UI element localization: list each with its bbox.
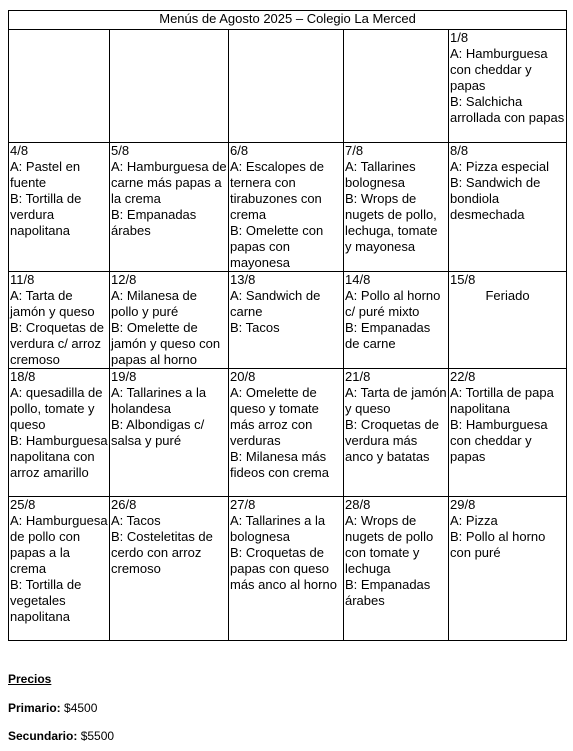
menu-option: A: Tallarines bolognesa xyxy=(345,159,416,190)
menu-option: A: Hamburguesa con cheddar y papas xyxy=(450,46,548,93)
title-row xyxy=(9,11,567,30)
day-cell xyxy=(344,30,449,143)
day-cell xyxy=(9,497,110,641)
menu-option: B: Albondigas c/ salsa y puré xyxy=(111,417,205,448)
day-cell xyxy=(229,30,344,143)
day-date: 29/8 xyxy=(450,497,476,512)
day-date: 22/8 xyxy=(450,369,476,384)
day-cell xyxy=(229,272,344,369)
day-cell xyxy=(229,369,344,497)
menu-option: Feriado xyxy=(485,288,530,303)
menu-option: A: Hamburguesa de carne más papas a la crema xyxy=(111,159,227,206)
day-date: 15/8 xyxy=(450,272,476,287)
menu-option: B: Tortilla de vegetales napolitana xyxy=(10,577,82,624)
day-cell xyxy=(449,369,567,497)
menu-option: A: Tacos xyxy=(111,513,161,528)
day-cell xyxy=(110,143,229,272)
menu-title: Menús de Agosto 2025 – Colegio La Merced xyxy=(9,11,567,30)
menu-option: A: Milanesa de pollo y puré xyxy=(111,288,197,319)
prices-heading xyxy=(8,672,51,686)
menu-option: A: Pizza especial xyxy=(450,159,549,174)
day-cell xyxy=(9,143,110,272)
week-row xyxy=(9,497,567,641)
day-cell xyxy=(229,143,344,272)
day-date: 8/8 xyxy=(450,143,469,158)
menu-option: B: Wrops de nugets de pollo, lechuga, tomate y mayonesa xyxy=(345,191,438,254)
day-date: 19/8 xyxy=(111,369,137,384)
price-primary-value: $4500 xyxy=(64,701,98,715)
menu-option: A: Pastel en fuente xyxy=(10,159,81,190)
menu-option: B: Croquetas de papas con queso más anco al horno xyxy=(230,545,337,592)
menu-option: B: Pollo al horno con puré xyxy=(450,529,546,560)
week-row xyxy=(9,369,567,497)
menu-option: A: Tallarines a la holandesa xyxy=(111,385,207,416)
menu-option: A: Wrops de nugets de pollo con tomate y lechuga xyxy=(345,513,434,576)
day-cell xyxy=(344,497,449,641)
menu-option: A: Tortilla de papa napolitana xyxy=(450,385,554,416)
day-date: 13/8 xyxy=(230,272,256,287)
day-cell xyxy=(229,497,344,641)
menu-option: B: Omelette con papas con mayonesa xyxy=(230,223,324,270)
day-date: 7/8 xyxy=(345,143,364,158)
menu-option: A: Tarta de jamón y queso xyxy=(345,385,447,416)
menu-option: A: Omelette de queso y tomate más arroz con verduras xyxy=(230,385,319,448)
menu-option: B: Croquetas de verdura c/ arroz cremoso xyxy=(10,320,104,367)
day-date: 18/8 xyxy=(10,369,36,384)
day-date: 6/8 xyxy=(230,143,249,158)
menu-option: A: Tarta de jamón y queso xyxy=(10,288,95,319)
menu-option: B: Empanadas árabes xyxy=(345,577,431,608)
day-date: 5/8 xyxy=(111,143,130,158)
menu-option: B: Empanadas árabes xyxy=(111,207,197,238)
menu-option: A: Pizza xyxy=(450,513,498,528)
day-cell xyxy=(110,497,229,641)
day-cell xyxy=(344,369,449,497)
price-secondary xyxy=(8,729,114,743)
menu-option: B: Sandwich de bondiola desmechada xyxy=(450,175,541,222)
day-date: 11/8 xyxy=(10,272,35,287)
day-date: 26/8 xyxy=(111,497,137,512)
menu-option: B: Milanesa más fideos con crema xyxy=(230,449,329,480)
menu-option: B: Empanadas de carne xyxy=(345,320,431,351)
prices-heading-text: Precios xyxy=(8,672,52,686)
week-row xyxy=(9,272,567,369)
day-date: 1/8 xyxy=(450,30,469,45)
day-cell xyxy=(110,30,229,143)
menu-option: B: Hamburguesa con cheddar y papas xyxy=(450,417,548,464)
day-date: 21/8 xyxy=(345,369,371,384)
day-date: 28/8 xyxy=(345,497,371,512)
price-primary xyxy=(8,701,97,715)
day-cell xyxy=(449,497,567,641)
week-row xyxy=(9,30,567,143)
price-secondary-value: $5500 xyxy=(80,729,115,743)
menu-option: B: Hamburguesa napolitana con arroz amarillo xyxy=(10,433,108,480)
day-cell xyxy=(449,143,567,272)
day-date: 25/8 xyxy=(10,497,36,512)
menu-option: A: Pollo al horno c/ puré mixto xyxy=(345,288,441,319)
day-cell xyxy=(449,30,567,143)
menu-option: B: Tortilla de verdura napolitana xyxy=(10,191,82,238)
menu-option: B: Salchicha arrollada con papas xyxy=(450,94,565,125)
menu-option: A: Sandwich de carne xyxy=(230,288,321,319)
day-cell xyxy=(9,272,110,369)
day-cell xyxy=(9,369,110,497)
day-cell xyxy=(449,272,567,369)
day-cell xyxy=(110,369,229,497)
week-row xyxy=(9,143,567,272)
day-date: 27/8 xyxy=(230,497,256,512)
menu-option: A: quesadilla de pollo, tomate y queso xyxy=(10,385,103,432)
day-cell xyxy=(110,272,229,369)
menu-option: B: Omelette de jamón y queso con papas al horno xyxy=(111,320,221,367)
day-date: 4/8 xyxy=(10,143,29,158)
day-cell xyxy=(344,143,449,272)
day-date: 12/8 xyxy=(111,272,137,287)
menu-option: A: Tallarines a la bolognesa xyxy=(230,513,326,544)
menu-option: B: Tacos xyxy=(230,320,280,335)
day-date: 14/8 xyxy=(345,272,371,287)
menu-option: A: Escalopes de ternera con tirabuzones con crema xyxy=(230,159,324,222)
price-primary-label: Primario: xyxy=(8,701,61,715)
price-secondary-label: Secundario: xyxy=(8,729,78,743)
day-cell xyxy=(344,272,449,369)
menu-option: B: Costeletitas de cerdo con arroz cremoso xyxy=(111,529,213,576)
day-date: 20/8 xyxy=(230,369,256,384)
menu-option: A: Hamburguesa de pollo con papas a la crema xyxy=(10,513,108,576)
menu-table xyxy=(8,10,567,641)
day-cell xyxy=(9,30,110,143)
menu-option: B: Croquetas de verdura más anco y batatas xyxy=(345,417,439,464)
